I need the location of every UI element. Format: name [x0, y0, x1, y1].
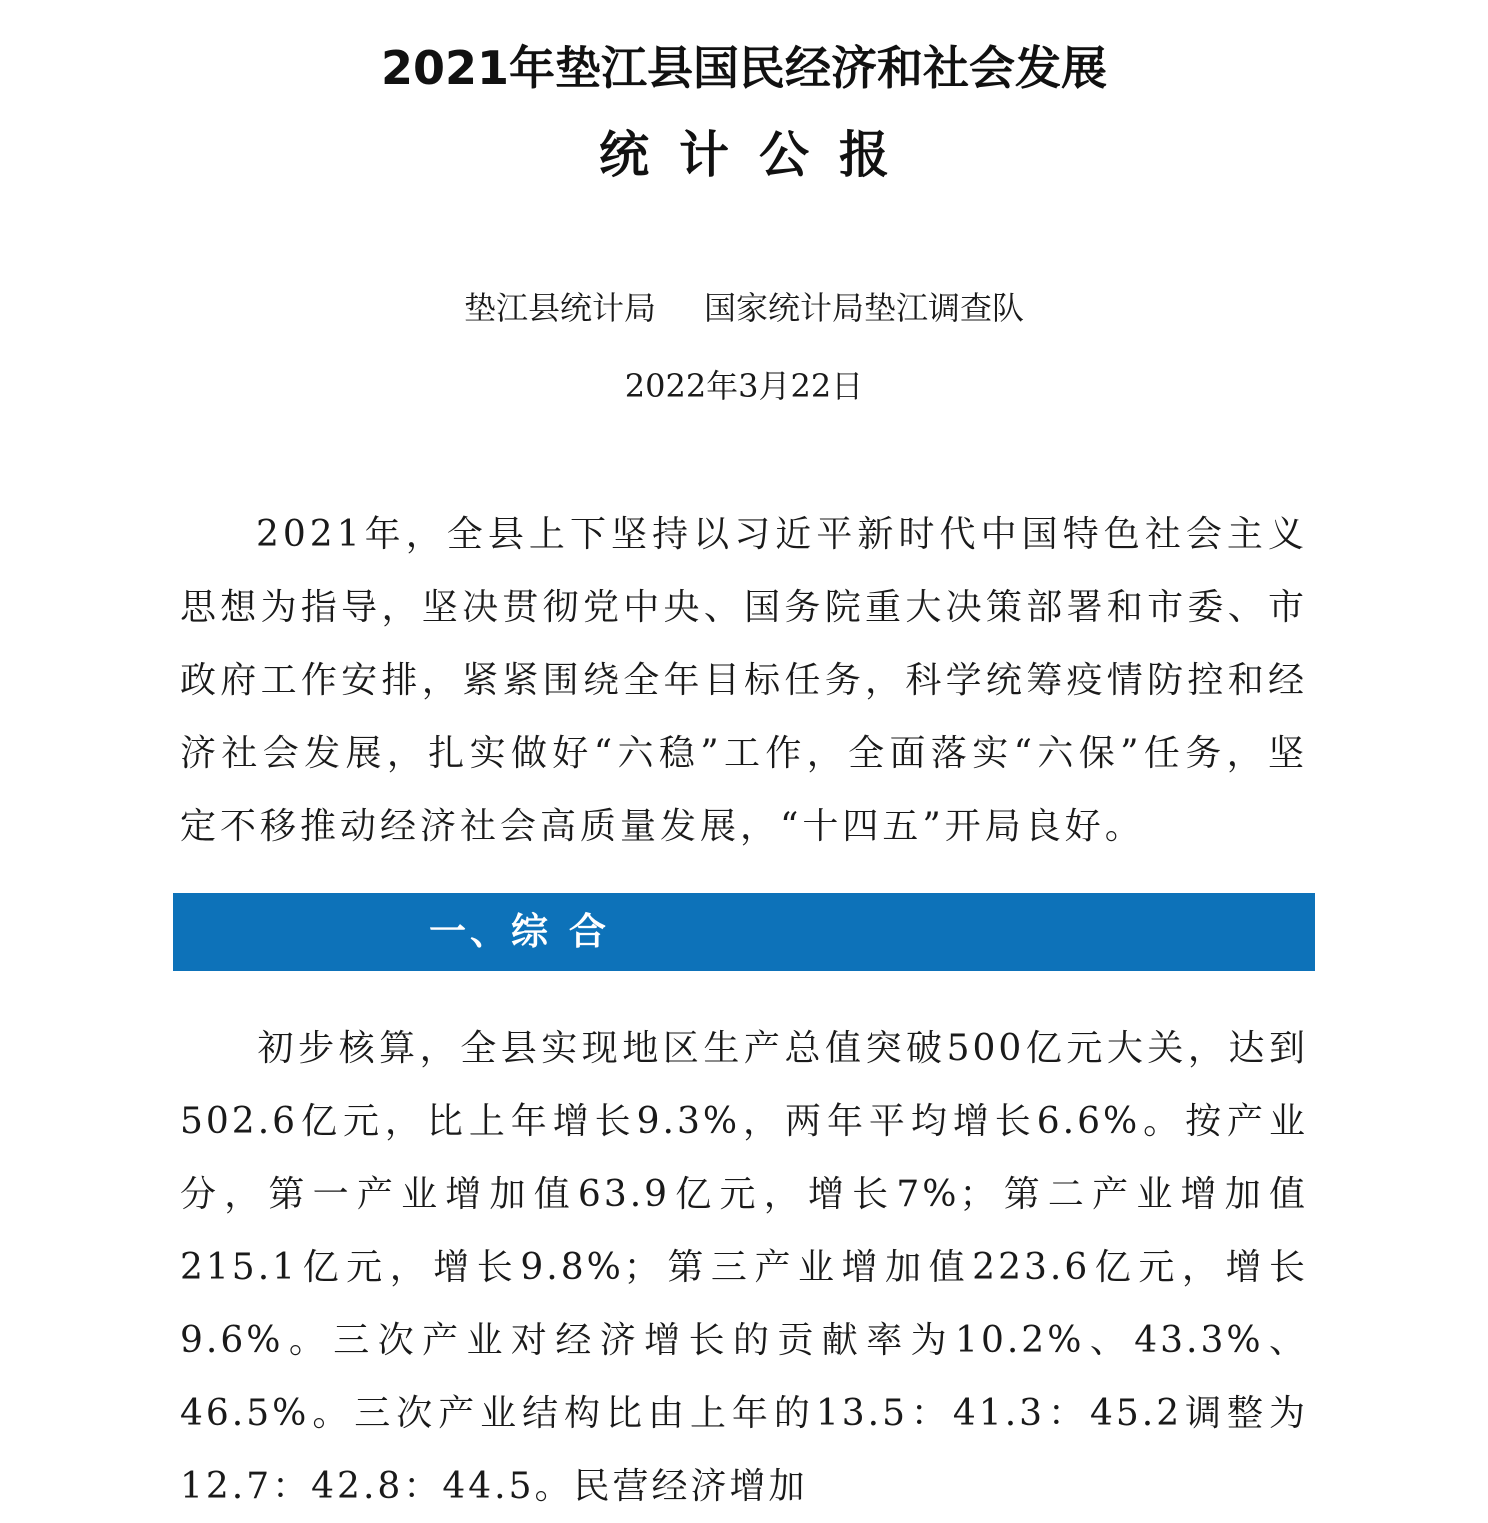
summary-paragraph [180, 1012, 1308, 1523]
section-number: 一、 [429, 910, 511, 953]
intro-paragraph-text: 2021年，全县上下坚持以习近平新时代中国特色社会主义思想为指导，坚决贯彻党中央、国务院重大决策部署和市委、市政府工作安排，紧紧围绕全年目标任务，科学统筹疫情防控和经济社会发展，扎实做好“六稳”工作，全面落实“六保”任务，坚定不移推动经济社会高质量发展，“十四五”开局良好。 [180, 514, 1308, 847]
section-title: 综 合 [511, 910, 610, 953]
intro-paragraph [180, 498, 1308, 863]
report-title-line-2: 统计公报 [599, 126, 919, 184]
publish-date: 2022年3月22日 [624, 367, 864, 405]
issuer-line [0, 284, 1488, 332]
issuer-statistics-bureau: 垫江县统计局 [463, 289, 656, 327]
summary-paragraph-text: 初步核算，全县实现地区生产总值突破500亿元大关，达到502.6亿元，比上年增长9.3%，两年平均增长6.6%。按产业分，第一产业增加值63.9亿元，增长7%；第二产业增加值215.1亿元，增长9.8%；第三产业增加值223.6亿元，增长9.6%。三次产业对经济增长的贡献率为10.2%、43.3%、46.5%。三次产业结构比由上年的13.5：41.3：45.2调整为12.7：42.8：44.5。民营经济增加 [180, 1028, 1308, 1507]
issuer-survey-team: 国家统计局垫江调查队 [704, 289, 1025, 327]
section-header-bar [173, 893, 1315, 971]
section-heading [429, 893, 610, 971]
report-title-line-1: 2021年垫江县国民经济和社会发展 [380, 41, 1108, 95]
